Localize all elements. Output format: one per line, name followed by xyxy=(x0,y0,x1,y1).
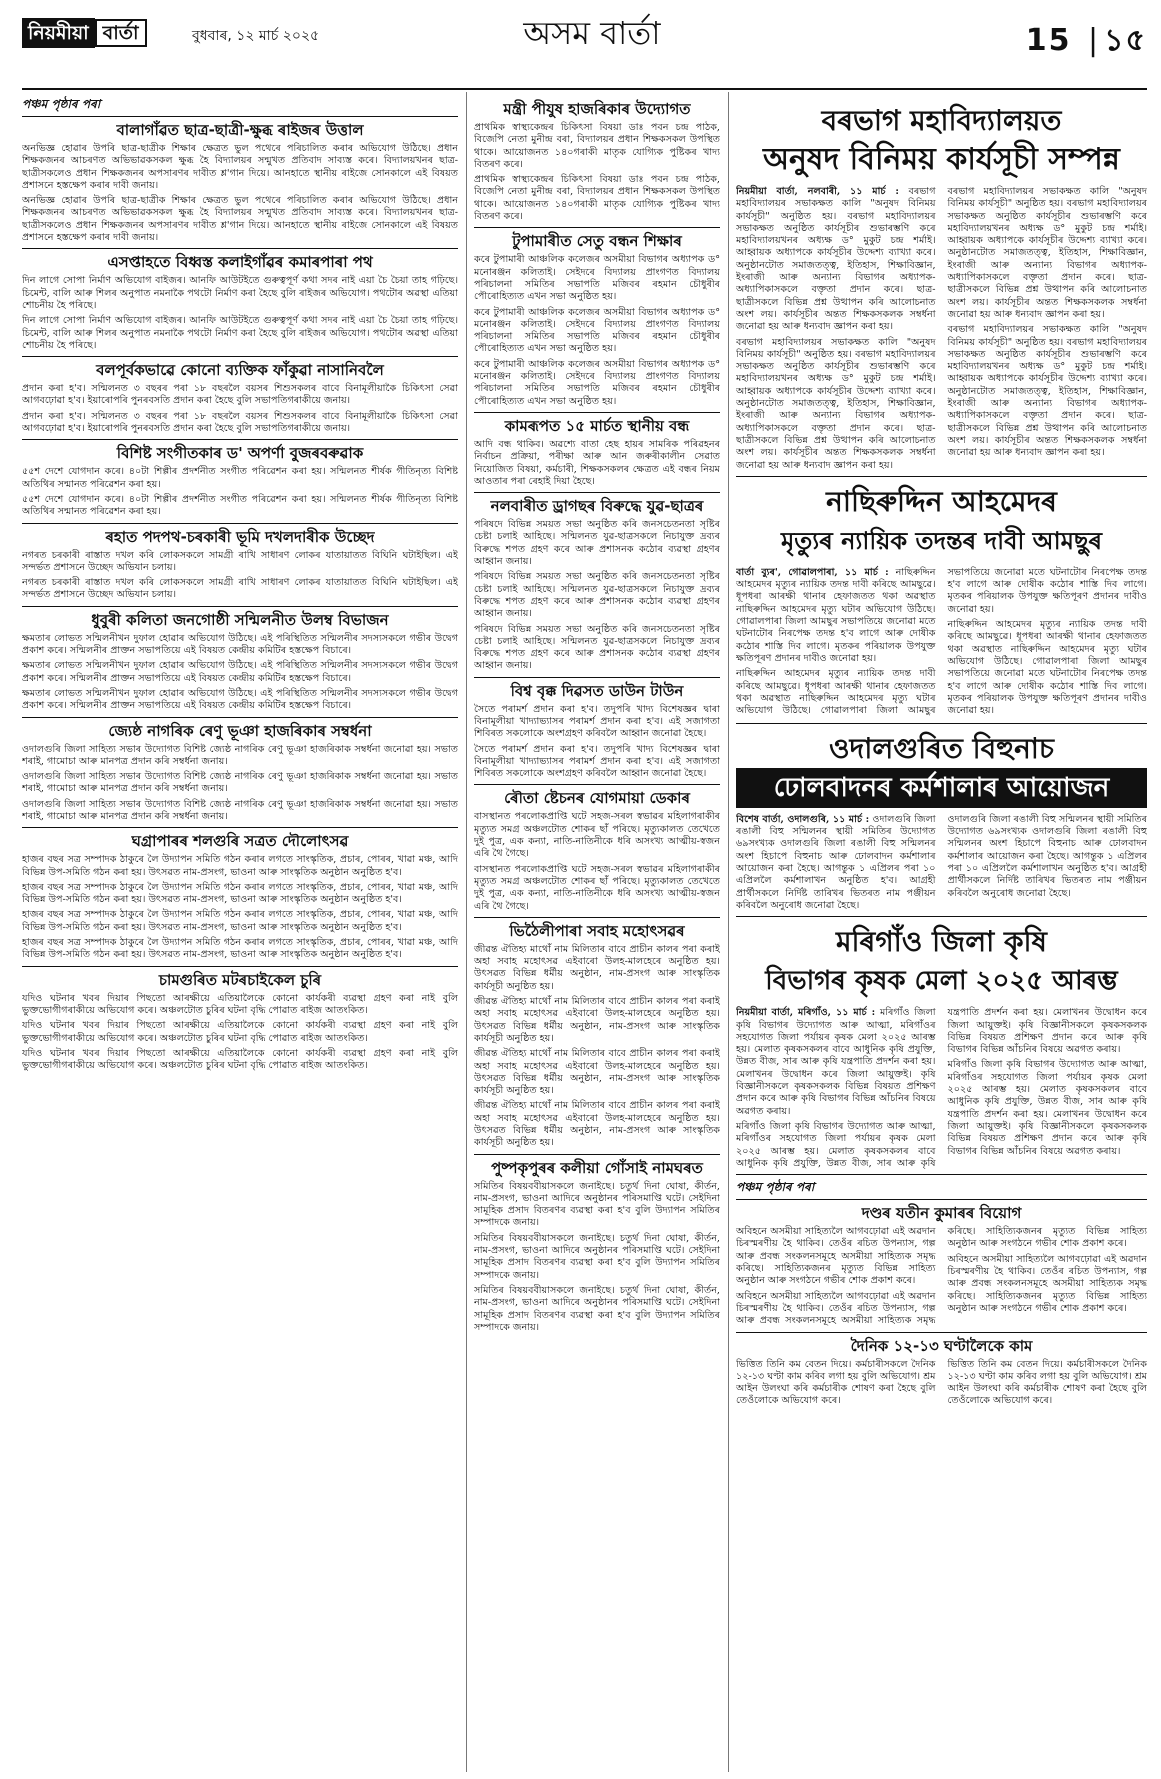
article-body: কৰে টুপামাৰী আঞ্চলিক কলেজৰ অসমীয়া বিভাগৰ অধ্যাপক ড° মনোৰঞ্জন কলিতাই। সেইদৰে বিদ্যালয় প্ৰাংগণত বিদ্যালয় পৰিচালনা সমিতিৰ সভাপতি মজিবৰ ৰহমান চৌধুৰীৰ পৌৰোহিত্যত এখন সভা অনুষ্ঠিত হয়। xyxy=(474,306,720,355)
headline-line-1: নাছিৰুদ্দিন আহমেদৰ xyxy=(826,484,1057,518)
article-body: ওদালগুৰি জিলা সাহিত্য সভাৰ উদ্যোগত বিশিষ্ট জ্যেষ্ঠ নাগৰিক ৰেণু ভূঞা হাজৰিকাক সম্বৰ্ধনা জনোৱা হয়। সভাত শৰাই, গামোচা আৰু মানপত্ৰ প্ৰদান কৰি সম্বৰ্ধনা জনায়। xyxy=(22,743,458,767)
article-body: পৰিষদে বিভিন্ন সময়ত সভা অনুষ্ঠিত কৰি জনসচেতনতা সৃষ্টিৰ চেষ্টা চলাই আহিছে। সন্মিলনত যুৱ-ছাত্ৰসকলে নিচাযুক্ত দ্ৰব্যৰ বিৰুদ্ধে শপত গ্ৰহণ কৰে আৰু প্ৰশাসনক কঠোৰ ব্যৱস্থা গ্ৰহণৰ আহ্বান জনায়। xyxy=(474,623,720,672)
issue-date: বুধবাৰ, ১২ মাৰ্চ ২০২৫ xyxy=(192,28,320,44)
article-body: বাসস্থানত পৰলোকপ্ৰাপ্তি ঘটে সহজ-সৰল স্বভাৱৰ মহিলাগৰাকীৰ মৃত্যুত সমগ্ৰ অঞ্চলটোত শোকৰ ছাঁ পৰিছে। মৃত্যুকালত তেখেতে দুই পুত্ৰ, এক কন্যা, নাতি-নাতিনীকে ধৰি অসংখ্য আত্মীয়-স্বজন এৰি থৈ গৈছে। xyxy=(474,811,720,860)
article-body: পৰিষদে বিভিন্ন সময়ত সভা অনুষ্ঠিত কৰি জনসচেতনতা সৃষ্টিৰ চেষ্টা চলাই আহিছে। সন্মিলনত যুৱ-ছাত্ৰসকলে নিচাযুক্ত দ্ৰব্যৰ বিৰুদ্ধে শপত গ্ৰহণ কৰে আৰু প্ৰশাসনক কঠোৰ ব্যৱস্থা গ্ৰহণৰ আহ্বান জনায়। xyxy=(474,571,720,620)
divider xyxy=(736,1174,1147,1175)
article-text: বৰভাগ মহাবিদ্যালয়ৰ সভাকক্ষত কালি "অনুষদ বিনিময় কাৰ্যসূচী" অনুষ্ঠিত হয়। বৰভাগ মহাবিদ্যালয়ৰ সভাকক্ষত অনুষ্ঠিত কাৰ্যসূচীৰ শুভাৰম্ভণি কৰে মহাবিদ্যালয়খনৰ অধ্যক্ষ ড° মুকুট চন্দ্ৰ শৰ্মাই। আহ্বায়ক অধ্যাপকে কাৰ্যসূচীৰ উদ্দেশ্য ব্যাখ্যা কৰে। অনুষ্ঠানটোত সমাজতত্ত্ব, ইতিহাস, শিক্ষাবিজ্ঞান, ইংৰাজী আৰু অন্যান্য বিভাগৰ অধ্যাপক-অধ্যাপিকাসকলে বক্তৃতা প্ৰদান কৰে। ছাত্ৰ-ছাত্ৰীসকলে বিভিন্ন প্ৰশ্ন উত্থাপন কৰি আলোচনাত অংশ লয়। কাৰ্যসূচীৰ অন্তত শিক্ষকসকলক সম্বৰ্ধনা জনোৱা হয় আৰু ধন্যবাদ জ্ঞাপন কৰা হয়। xyxy=(736,336,936,471)
article-title: নলবাৰীত ড্ৰাগছৰ বিৰুদ্ধে যুৱ-ছাত্ৰৰ xyxy=(490,497,704,516)
article-text: অবিহনে অসমীয়া সাহিত্যলৈ আগবঢ়োৱা এই অৱদান চিৰস্মৰণীয় হৈ থাকিব। তেওঁৰ ৰচিত উপন্যাস, গল্প আৰু প্ৰবন্ধ সংকলনসমূহে অসমীয়া সাহিত্যক সমৃদ্ধ কৰিছে। সাহিত্যিকজনৰ মৃত্যুত বিভিন্ন সাহিত্য অনুষ্ঠান আৰু সংগঠনে গভীৰ শোক প্ৰকাশ কৰে। xyxy=(736,1226,1147,1327)
article-title: দৈনিক ১২-১৩ ঘণ্টালৈকে কাম xyxy=(850,1336,1033,1355)
divider xyxy=(22,717,458,718)
brand-logo xyxy=(22,18,147,48)
headline-line-1: ওদালগুৰিত বিহুনাচ xyxy=(828,731,1055,765)
divider xyxy=(22,248,458,249)
article-text: ওদালগুৰি জিলা ৰঙালী বিহু সন্মিলনৰ স্থায়ী সমিতিৰ উদ্যোগত ৬৯সংখ্যক ওদালগুৰি জিলা ৰঙালী বিহু সন্মিলনৰ অংশ হিচাপে বিহুনাচ আৰু ঢোলবাদন কৰ্মশালাৰ আয়োজন কৰা হৈছে। আগন্তুক ১ এপ্ৰিলৰ পৰা ১০ এপ্ৰিললৈ কৰ্মশালাখন অনুষ্ঠিত হ'ব। আগ্ৰহী প্ৰাৰ্থীসকলে নিৰ্দিষ্ট তাৰিখৰ ভিতৰত নাম পঞ্জীয়ন কৰিবলৈ অনুৰোধ জনোৱা হৈছে। xyxy=(947,813,1147,899)
article-body: ক্ষমতাৰ লোভত সন্মিলনীখন দুফাল হোৱাৰ অভিযোগ উঠিছে। এই পৰিস্থিতিত সন্মিলনীৰ সদস্যসকলে গভীৰ উদ্বেগ প্ৰকাশ কৰে। সন্মিলনীৰ প্ৰাক্তন সভাপতিয়ে এই বিষয়ত কেন্দ্ৰীয় কমিটিৰ হস্তক্ষেপ বিচাৰে। xyxy=(22,687,458,712)
byline: নিয়মীয়া বাৰ্তা, নলবাৰী, ১১ মাৰ্চ : xyxy=(736,186,899,197)
article-text: বৰভাগ মহাবিদ্যালয়ৰ সভাকক্ষত কালি "অনুষদ বিনিময় কাৰ্যসূচী" অনুষ্ঠিত হয়। বৰভাগ মহাবিদ্যালয়ৰ সভাকক্ষত অনুষ্ঠিত কাৰ্যসূচীৰ শুভাৰম্ভণি কৰে মহাবিদ্যালয়খনৰ অধ্যক্ষ ড° মুকুট চন্দ্ৰ শৰ্মাই। আহ্বায়ক অধ্যাপকে কাৰ্যসূচীৰ উদ্দেশ্য ব্যাখ্যা কৰে। অনুষ্ঠানটোত সমাজতত্ত্ব, ইতিহাস, শিক্ষাবিজ্ঞান, ইংৰাজী আৰু অন্যান্য বিভাগৰ অধ্যাপক-অধ্যাপিকাসকলে বক্তৃতা প্ৰদান কৰে। ছাত্ৰ-ছাত্ৰীসকলে বিভিন্ন প্ৰশ্ন উত্থাপন কৰি আলোচনাত অংশ লয়। কাৰ্যসূচীৰ অন্তত শিক্ষকসকলক সম্বৰ্ধনা জনোৱা হয় আৰু ধন্যবাদ জ্ঞাপন কৰা হয়। xyxy=(947,324,1147,459)
article-body: নগৰত চৰকাৰী ৰাস্তাত দখল কৰি লোকসকলে সামগ্ৰী ৰাখি সাধাৰণ লোকৰ যাতায়াতত বিঘিনি ঘটাইছিল। এই সন্দৰ্ভত প্ৰশাসনে উচ্ছেদ অভিযান চলায়। xyxy=(22,577,458,601)
article-title: দণ্ডৰ যতীন কুমাৰৰ বিয়োগ xyxy=(861,1204,1022,1223)
divider xyxy=(22,356,458,357)
divider xyxy=(22,827,458,828)
article-body: আদি বন্ধ থাকিব। অৱশ্যে বাতা হেছ হায়ৰ সামৰিক পৰিৱহনৰ নিৰ্বাচন প্ৰক্ৰিয়া, পৰীক্ষা আৰু আন জৰুৰীকালীন সেৱাত নিয়োজিত বিষয়া, কৰ্মচাৰী, শিক্ষকসকলৰ ক্ষেত্ৰত এই বন্ধৰ নিয়ম আওতাৰ পৰা ৰেহাই দিয়া হৈছে। xyxy=(474,438,720,487)
column-divider xyxy=(466,92,467,1772)
article-body: প্ৰদান কৰা হ'ব। সন্মিলনত ৩ বছৰৰ পৰা ১৮ বছৰলৈ বয়সৰ শিশুসকলৰ বাবে বিনামূলীয়াকৈ চিকিৎসা সেৱা আগবঢ়োৱা হ'ব। ইয়াৰোপৰি পুনৰবসতি প্ৰদান কৰা হৈছে বুলি সভাপতিগৰাকীয়ে জনায়। xyxy=(22,383,458,407)
divider xyxy=(474,677,720,678)
headline xyxy=(736,483,1147,561)
article-title: বলপূৰ্বকভাৱে কোনো ব্যক্তিক ফাঁকুৱা নাসানিবলৈ xyxy=(96,361,384,380)
article-body: জীৱন্ত ঐতিহ্য মাথোঁ নাম মিলিতাৰ বাবে প্ৰাচীন কালৰ পৰা কৰাই অহা সবাহ মহোৎসৱ এইবাৰো উলহ-মালহেৰে অনুষ্ঠিত হয়। উৎসৱত বিভিন্ন ধৰ্মীয় অনুষ্ঠান, নাম-প্ৰসংগ আৰু সাংস্কৃতিক কাৰ্যসূচী অনুষ্ঠিত হয়। xyxy=(474,996,720,1044)
headline xyxy=(736,102,1147,180)
masthead xyxy=(22,8,1147,90)
article-body: সৈতে পৰামৰ্শ প্ৰদান কৰা হ'ব। তদুপৰি খাদ্য বিশেষজ্ঞৰ দ্বাৰা বিনামূলীয়া খাদ্যাভ্যাসৰ পৰামৰ্শ প্ৰদান কৰা হ'ব। এই সজাগতা শিবিৰত সকলোকে অংশগ্ৰহণ কৰিবলৈ আহ্বান জনোৱা হৈছে। xyxy=(474,743,720,780)
byline: বিশেষ বাৰ্তা, ওদালগুৰি, ১১ মাৰ্চ : xyxy=(736,813,870,825)
page-number-en: 15 xyxy=(1025,23,1072,58)
divider xyxy=(474,412,720,413)
column-divider xyxy=(728,92,729,1772)
article-body: সমিতিৰ বিষয়ববীয়াসকলে জনাইছে। চতুৰ্থ দিনা ঘোষা, কীৰ্তন, নাম-প্ৰসংগ, ভাওনা আদিৰে অনুষ্ঠানৰ পৰিসমাপ্তি ঘটে। সেইদিনা সামূহিক প্ৰসাদ বিতৰণৰ ব্যৱস্থা কৰা হ'ব বুলি উদ্যাপন সমিতিৰ সম্পাদকে জনায়। xyxy=(474,1232,720,1281)
divider xyxy=(736,723,1147,724)
divider xyxy=(22,439,458,440)
article-text: ওদালগুৰি জিলা ৰঙালী বিহু সন্মিলনৰ স্থায়ী সমিতিৰ উদ্যোগত ৬৯সংখ্যক ওদালগুৰি জিলা ৰঙালী বিহু সন্মিলনৰ অংশ হিচাপে বিহুনাচ আৰু ঢোলবাদন কৰ্মশালাৰ আয়োজন কৰা হৈছে। আগন্তুক ১ এপ্ৰিলৰ পৰা ১০ এপ্ৰিললৈ কৰ্মশালাখন অনুষ্ঠিত হ'ব। আগ্ৰহী প্ৰাৰ্থীসকলে নিৰ্দিষ্ট তাৰিখৰ ভিতৰত নাম পঞ্জীয়ন কৰিবলৈ অনুৰোধ জনোৱা হৈছে। xyxy=(736,813,936,911)
page-number-as: | ১৫ xyxy=(1084,23,1147,58)
article-body: সৈতে পৰামৰ্শ প্ৰদান কৰা হ'ব। তদুপৰি খাদ্য বিশেষজ্ঞৰ দ্বাৰা বিনামূলীয়া খাদ্যাভ্যাসৰ পৰামৰ্শ প্ৰদান কৰা হ'ব। এই সজাগতা শিবিৰত সকলোকে অংশগ্ৰহণ কৰিবলৈ আহ্বান জনোৱা হৈছে। xyxy=(474,703,720,740)
article-title: বিশিষ্ট সংগীতকাৰ ড' অপৰ্ণা বুজৰবৰুৱাক xyxy=(116,444,364,463)
divider xyxy=(474,1154,720,1155)
right-column xyxy=(736,96,1147,1770)
divider xyxy=(736,476,1147,477)
article-text: মৰিগাঁও জিলা কৃষি বিভাগৰ উদ্যোগত আৰু আত্মা, মৰিগাঁওৰ সহযোগত জিলা পৰ্যায়ৰ কৃষক মেলা ২০২৫ আৰম্ভ হয়। মেলাত কৃষকসকলৰ বাবে আধুনিক কৃষি প্ৰযুক্তি, উন্নত বীজ, সাৰ আৰু কৃষি যন্ত্ৰপাতি প্ৰদৰ্শন কৰা হয়। মেলাখনৰ উদ্বোধন কৰে জিলা আয়ুক্তই। কৃষি বিজ্ঞানীসকলে কৃষকসকলক বিভিন্ন বিষয়ত প্ৰশিক্ষণ প্ৰদান কৰে আৰু কৃষি বিভাগৰ বিভিন্ন আঁচনিৰ বিষয়ে অৱগত কৰায়। xyxy=(947,1059,1147,1157)
article-body: প্ৰদান কৰা হ'ব। সন্মিলনত ৩ বছৰৰ পৰা ১৮ বছৰলৈ বয়সৰ শিশুসকলৰ বাবে বিনামূলীয়াকৈ চিকিৎসা সেৱা আগবঢ়োৱা হ'ব। ইয়াৰোপৰি পুনৰবসতি প্ৰদান কৰা হৈছে বুলি সভাপতিগৰাকীয়ে জনায়। xyxy=(22,410,458,435)
article-title: জ্যেষ্ঠ নাগৰিক ৰেণু ভূঞা হাজৰিকাৰ সম্বৰ্ধনা xyxy=(108,721,372,740)
byline: বাৰ্তা ব্যুৰ', গোৱালপাৰা, ১১ মাৰ্চ : xyxy=(736,566,889,578)
article-text: ভিত্তিত তিনি কম বেতন দিয়ে। কৰ্মচাৰীসকলে দৈনিক ১২-১৩ ঘণ্টা কাম কৰিব লগা হয় বুলি অভিযোগ। শ্ৰম আইন উলংঘা কৰি কৰ্মচাৰীক শোষণ কৰা হৈছে বুলি তেওঁলোকে অভিযোগ কৰে। xyxy=(947,1358,1147,1407)
article-body: অনভিজ্ঞ হোৱাৰ উপৰি ছাত্ৰ-ছাত্ৰীক শিক্ষাৰ ক্ষেত্ৰত ভুল পথেৰে পৰিচালিত কৰাৰ অভিযোগ উঠিছে। প্ৰধান শিক্ষকজনৰ আচৰণত অভিভাৱকসকল ক্ষুব্ধ হৈ বিদ্যালয়ৰ সন্মুখত প্ৰতিবাদ সাব্যস্ত কৰে। বিদ্যালয়খনৰ ছাত্ৰ-ছাত্ৰীসকলেও প্ৰধান শিক্ষকজনৰ অপসাৰণৰ দাবীত শ্ল'গান দিয়ে। আনহাতে স্থানীয় ৰাইজে সোনকালে এই বিষয়ত প্ৰশাসনে হস্তক্ষেপ কৰাৰ দাবী জনায়। xyxy=(22,195,458,244)
article-title: টুপামাৰীত সেতু বন্ধন শিক্ষাৰ xyxy=(512,232,682,251)
article-text: ভিত্তিত তিনি কম বেতন দিয়ে। কৰ্মচাৰীসকলে দৈনিক ১২-১৩ ঘণ্টা কাম কৰিব লগা হয় বুলি অভিযোগ। শ্ৰম আইন উলংঘা কৰি কৰ্মচাৰীক শোষণ কৰা হৈছে বুলি তেওঁলোকে অভিযোগ কৰে। xyxy=(736,1358,936,1407)
article-title: এসপ্তাহতে বিধ্বস্ত কলাইগাঁৱৰ কমাৰপাৰা পথ xyxy=(107,253,373,272)
article-body: যদিও ঘটনাৰ খবৰ দিয়াৰ পিছতো আৰক্ষীয়ে এতিয়ালৈকে কোনো কাৰ্যকৰী ব্যৱস্থা গ্ৰহণ কৰা নাই বুলি ভুক্তভোগীগৰাকীয়ে অভিযোগ কৰে। অঞ্চলটোত চুৰিৰ ঘটনা বৃদ্ধি পোৱাত ৰাইজ আতংকিত। xyxy=(22,1020,458,1044)
article-body: ক্ষমতাৰ লোভত সন্মিলনীখন দুফাল হোৱাৰ অভিযোগ উঠিছে। এই পৰিস্থিতিত সন্মিলনীৰ সদস্যসকলে গভীৰ উদ্বেগ প্ৰকাশ কৰে। সন্মিলনীৰ প্ৰাক্তন সভাপতিয়ে এই বিষয়ত কেন্দ্ৰীয় কমিটিৰ হস্তক্ষেপ বিচাৰে। xyxy=(22,632,458,657)
article-body: অনভিজ্ঞ হোৱাৰ উপৰি ছাত্ৰ-ছাত্ৰীক শিক্ষাৰ ক্ষেত্ৰত ভুল পথেৰে পৰিচালিত কৰাৰ অভিযোগ উঠিছে। প্ৰধান শিক্ষকজনৰ আচৰণত অভিভাৱকসকল ক্ষুব্ধ হৈ বিদ্যালয়ৰ সন্মুখত প্ৰতিবাদ সাব্যস্ত কৰে। বিদ্যালয়খনৰ ছাত্ৰ-ছাত্ৰীসকলেও প্ৰধান শিক্ষকজনৰ অপসাৰণৰ দাবীত শ্ল'গান দিয়ে। আনহাতে স্থানীয় ৰাইজে সোনকালে এই বিষয়ত প্ৰশাসনে হস্তক্ষেপ কৰাৰ দাবী জনায়। xyxy=(22,143,458,191)
page-number xyxy=(1026,16,1147,67)
article-body: ৫৫শ দেশে যোগদান কৰে। ৪০টা শিল্পীৰ প্ৰদৰ্শনীত সংগীত পৰিৱেশন কৰা হয়। সন্মিলনত শীৰ্ষক গীতিনৃত্য বিশিষ্ট অতিথিৰ সন্মানত পৰিৱেশন কৰা হয়। xyxy=(22,466,458,490)
headline-line-1: বৰভাগ মহাবিদ্যালয়ত xyxy=(821,104,1062,137)
article-text: বৰভাগ মহাবিদ্যালয়ৰ সভাকক্ষত কালি "অনুষদ বিনিময় কাৰ্যসূচী" অনুষ্ঠিত হয়। বৰভাগ মহাবিদ্যালয়ৰ সভাকক্ষত অনুষ্ঠিত কাৰ্যসূচীৰ শুভাৰম্ভণি কৰে মহাবিদ্যালয়খনৰ অধ্যক্ষ ড° মুকুট চন্দ্ৰ শৰ্মাই। আহ্বায়ক অধ্যাপকে কাৰ্যসূচীৰ উদ্দেশ্য ব্যাখ্যা কৰে। অনুষ্ঠানটোত সমাজতত্ত্ব, ইতিহাস, শিক্ষাবিজ্ঞান, ইংৰাজী আৰু অন্যান্য বিভাগৰ অধ্যাপক-অধ্যাপিকাসকলে বক্তৃতা প্ৰদান কৰে। ছাত্ৰ-ছাত্ৰীসকলে বিভিন্ন প্ৰশ্ন উত্থাপন কৰি আলোচনাত অংশ লয়। কাৰ্যসূচীৰ অন্তত শিক্ষকসকলক সম্বৰ্ধনা জনোৱা হয় আৰু ধন্যবাদ জ্ঞাপন কৰা হয়। xyxy=(736,186,936,333)
article-title: ৰহাত পদপথ-চৰকাৰী ভূমি দখলদাৰীক উচ্ছেদ xyxy=(105,527,375,546)
article-title: ভিঠৈলীপাৰা সবাহ মহোৎসৱৰ xyxy=(509,921,685,940)
article-body: ৫৫শ দেশে যোগদান কৰে। ৪০টা শিল্পীৰ প্ৰদৰ্শনীত সংগীত পৰিৱেশন কৰা হয়। সন্মিলনত শীৰ্ষক গীতিনৃত্য বিশিষ্ট অতিথিৰ সন্মানত পৰিৱেশন কৰা হয়। xyxy=(22,493,458,518)
article-text: মৰিগাঁও জিলা কৃষি বিভাগৰ উদ্যোগত আৰু আত্মা, মৰিগাঁওৰ সহযোগত জিলা পৰ্যায়ৰ কৃষক মেলা ২০২৫ আৰম্ভ হয়। মেলাত কৃষকসকলৰ বাবে আধুনিক কৃষি প্ৰযুক্তি, উন্নত বীজ, সাৰ আৰু কৃষি যন্ত্ৰপাতি প্ৰদৰ্শন কৰা হয়। মেলাখনৰ উদ্বোধন কৰে জিলা আয়ুক্তই। কৃষি বিজ্ঞানীসকলে কৃষকসকলক বিভিন্ন বিষয়ত প্ৰশিক্ষণ প্ৰদান কৰে আৰু কৃষি বিভাগৰ বিভিন্ন আঁচনিৰ বিষয়ে অৱগত কৰায়। xyxy=(736,1007,1147,1169)
article-body: কৰে টুপামাৰী আঞ্চলিক কলেজৰ অসমীয়া বিভাগৰ অধ্যাপক ড° মনোৰঞ্জন কলিতাই। সেইদৰে বিদ্যালয় প্ৰাংগণত বিদ্যালয় পৰিচালনা সমিতিৰ সভাপতি মজিবৰ ৰহমান চৌধুৰীৰ পৌৰোহিত্যত এখন সভা অনুষ্ঠিত হয়। xyxy=(474,358,720,407)
article-body xyxy=(736,1007,1147,1170)
headline-line-2: বিভাগৰ কৃষক মেলা ২০২৫ আৰম্ভ xyxy=(765,966,1118,997)
article-body: ওদালগুৰি জিলা সাহিত্য সভাৰ উদ্যোগত বিশিষ্ট জ্যেষ্ঠ নাগৰিক ৰেণু ভূঞা হাজৰিকাক সম্বৰ্ধনা জনোৱা হয়। সভাত শৰাই, গামোচা আৰু মানপত্ৰ প্ৰদান কৰি সম্বৰ্ধনা জনায়। xyxy=(22,771,458,795)
article-body: যদিও ঘটনাৰ খবৰ দিয়াৰ পিছতো আৰক্ষীয়ে এতিয়ালৈকে কোনো কাৰ্যকৰী ব্যৱস্থা গ্ৰহণ কৰা নাই বুলি ভুক্তভোগীগৰাকীয়ে অভিযোগ কৰে। অঞ্চলটোত চুৰিৰ ঘটনা বৃদ্ধি পোৱাত ৰাইজ আতংকিত। xyxy=(22,992,458,1016)
article-text: অবিহনে অসমীয়া সাহিত্যলৈ আগবঢ়োৱা এই অৱদান চিৰস্মৰণীয় হৈ থাকিব। তেওঁৰ ৰচিত উপন্যাস, গল্প আৰু প্ৰবন্ধ সংকলনসমূহে অসমীয়া সাহিত্যক সমৃদ্ধ কৰিছে। সাহিত্যিকজনৰ মৃত্যুত বিভিন্ন সাহিত্য অনুষ্ঠান আৰু সংগঠনে গভীৰ শোক প্ৰকাশ কৰে। xyxy=(947,1253,1147,1314)
divider xyxy=(22,523,458,524)
article-body: জীৱন্ত ঐতিহ্য মাথোঁ নাম মিলিতাৰ বাবে প্ৰাচীন কালৰ পৰা কৰাই অহা সবাহ মহোৎসৱ এইবাৰো উলহ-মালহেৰে অনুষ্ঠিত হয়। উৎসৱত বিভিন্ন ধৰ্মীয় অনুষ্ঠান, নাম-প্ৰসংগ আৰু সাংস্কৃতিক কাৰ্যসূচী অনুষ্ঠিত হয়। xyxy=(474,1100,720,1149)
article-body: পৰিষদে বিভিন্ন সময়ত সভা অনুষ্ঠিত কৰি জনসচেতনতা সৃষ্টিৰ চেষ্টা চলাই আহিছে। সন্মিলনত যুৱ-ছাত্ৰসকলে নিচাযুক্ত দ্ৰব্যৰ বিৰুদ্ধে শপত গ্ৰহণ কৰে আৰু প্ৰশাসনক কঠোৰ ব্যৱস্থা গ্ৰহণৰ আহ্বান জনায়। xyxy=(474,519,720,568)
middle-column xyxy=(474,96,720,1770)
section-title: অসম বাৰ্তা xyxy=(523,14,661,52)
divider xyxy=(22,966,458,967)
article-body: হাজৰ বছৰ সত্ৰ সম্পাদক ঠাকুৰে লৈ উদ্যাপন সমিতি গঠন কৰাৰ লগতে সাংস্কৃতিক, প্ৰচাৰ, পোৰৰ, খাৱা মঞ্চ, আদি বিভিন্ন উপ-সমিতি গঠন কৰা হয়। উৎসৱত নাম-প্ৰসংগ, ভাওনা আৰু সাংস্কৃতিক অনুষ্ঠান অনুষ্ঠিত হ'ব। xyxy=(22,881,458,906)
divider xyxy=(22,606,458,607)
divider xyxy=(474,917,720,918)
article-body xyxy=(736,1226,1147,1327)
article-body xyxy=(736,186,1147,472)
article-body: জীৱন্ত ঐতিহ্য মাথোঁ নাম মিলিতাৰ বাবে প্ৰাচীন কালৰ পৰা কৰাই অহা সবাহ মহোৎসৱ এইবাৰো উলহ-মালহেৰে অনুষ্ঠিত হয়। উৎসৱত বিভিন্ন ধৰ্মীয় অনুষ্ঠান, নাম-প্ৰসংগ আৰু সাংস্কৃতিক কাৰ্যসূচী অনুষ্ঠিত হয়। xyxy=(474,943,720,992)
divider xyxy=(736,1332,1147,1333)
article-title: চামগুৰিত মটৰচাইকেল চুৰি xyxy=(158,970,322,989)
article-body xyxy=(736,567,1147,719)
article-text: নাছিৰুদ্দিন আহমেদৰ মৃত্যুৰ ন্যায়িক তদন্ত দাবী কৰিছে আমছুৱে। ধূপধৰা আৰক্ষী থানাৰ হেফাজতত থকা অৱস্থাত নাছিৰুদ্দিন আহমেদৰ মৃত্যু ঘটাৰ অভিযোগ উঠিছে। গোৱালপাৰা জিলা আমছুৰ সভাপতিয়ে জনোৱা মতে ঘটনাটোৰ নিৰপেক্ষ তদন্ত হ'ব লাগে আৰু দোষীক কঠোৰ শাস্তি দিব লাগে। মৃতকৰ পৰিয়ালক উপযুক্ত ক্ষতিপূৰণ প্ৰদানৰ দাবীও জনোৱা হয়। xyxy=(736,566,936,664)
divider xyxy=(474,227,720,228)
article-body: সমিতিৰ বিষয়ববীয়াসকলে জনাইছে। চতুৰ্থ দিনা ঘোষা, কীৰ্তন, নাম-প্ৰসংগ, ভাওনা আদিৰে অনুষ্ঠানৰ পৰিসমাপ্তি ঘটে। সেইদিনা সামূহিক প্ৰসাদ বিতৰণৰ ব্যৱস্থা কৰা হ'ব বুলি উদ্যাপন সমিতিৰ সম্পাদকে জনায়। xyxy=(474,1284,720,1333)
byline: নিয়মীয়া বাৰ্তা, মৰিগাঁও, ১১ মাৰ্চ : xyxy=(736,1007,876,1019)
article-title: ঘগ্ৰাপাৰৰ শলগুৰি সত্ৰত দৌলোৎসৱ xyxy=(131,832,349,851)
article-title: ধুবুৰী কলিতা জনগোষ্ঠী সন্মিলনীত উলম্ব বিভাজন xyxy=(91,610,389,629)
article-body: কৰে টুপামাৰী আঞ্চলিক কলেজৰ অসমীয়া বিভাগৰ অধ্যাপক ড° মনোৰঞ্জন কলিতাই। সেইদৰে বিদ্যালয় প্ৰাংগণত বিদ্যালয় পৰিচালনা সমিতিৰ সভাপতি মজিবৰ ৰহমান চৌধুৰীৰ পৌৰোহিত্যত এখন সভা অনুষ্ঠিত হয়। xyxy=(474,254,720,303)
article-body xyxy=(736,1359,1147,1411)
article-body: দিন লাগে সোপা নিৰ্মাণ অভিযোগ বাইজৰ। আনফি আউটইতে গুৰুত্বপূৰ্ণ কথা সদৰ নাই এয়া চৈ চৈয়া তাহ গঢ়িছে। চিমেন্ট, বালি আৰু শিলৰ অনুপাত নমনাকৈ পথটো নিৰ্মাণ কৰা হৈছে বুলি ৰাইজৰ অভিযোগ। পথটোৰ অৱস্থা এতিয়া শোচনীয় হৈ পৰিছে। xyxy=(22,315,458,351)
article-title: কামৰূপত ১৫ মাৰ্চত স্থানীয় বন্ধ xyxy=(504,416,690,435)
article-body: প্ৰাথমিক স্বাস্থ্যকেন্দ্ৰৰ চিকিৎসা বিষয়া ডাঃ পবন চন্দ্ৰ পাঠক, বিজেপি নেতা মুনীন্দ্ৰ বৰা, বিদ্যালয়ৰ প্ৰধান শিক্ষকসকল উপস্থিত থাকে। আয়োজনত ১৪০গৰাকী মাতৃক যোগ্যিক পুষ্টিকৰ খাদ্য বিতৰণ কৰে। xyxy=(474,122,720,170)
article-body: হাজৰ বছৰ সত্ৰ সম্পাদক ঠাকুৰে লৈ উদ্যাপন সমিতি গঠন কৰাৰ লগতে সাংস্কৃতিক, প্ৰচাৰ, পোৰৰ, খাৱা মঞ্চ, আদি বিভিন্ন উপ-সমিতি গঠন কৰা হয়। উৎসৱত নাম-প্ৰসংগ, ভাওনা আৰু সাংস্কৃতিক অনুষ্ঠান অনুষ্ঠিত হ'ব। xyxy=(22,909,458,933)
article-text: নাছিৰুদ্দিন আহমেদৰ মৃত্যুৰ ন্যায়িক তদন্ত দাবী কৰিছে আমছুৱে। ধূপধৰা আৰক্ষী থানাৰ হেফাজতত থকা অৱস্থাত নাছিৰুদ্দিন আহমেদৰ মৃত্যু ঘটাৰ অভিযোগ উঠিছে। গোৱালপাৰা জিলা আমছুৰ সভাপতিয়ে জনোৱা মতে ঘটনাটোৰ নিৰপেক্ষ তদন্ত হ'ব লাগে আৰু দোষীক কঠোৰ শাস্তি দিব লাগে। মৃতকৰ পৰিয়ালক উপযুক্ত ক্ষতিপূৰণ প্ৰদানৰ দাবীও জনোৱা হয়। xyxy=(736,566,1147,717)
article-body: ওদালগুৰি জিলা সাহিত্য সভাৰ উদ্যোগত বিশিষ্ট জ্যেষ্ঠ নাগৰিক ৰেণু ভূঞা হাজৰিকাক সম্বৰ্ধনা জনোৱা হয়। সভাত শৰাই, গামোচা আৰু মানপত্ৰ প্ৰদান কৰি সম্বৰ্ধনা জনায়। xyxy=(22,798,458,822)
article-body: হাজৰ বছৰ সত্ৰ সম্পাদক ঠাকুৰে লৈ উদ্যাপন সমিতি গঠন কৰাৰ লগতে সাংস্কৃতিক, প্ৰচাৰ, পোৰৰ, খাৱা মঞ্চ, আদি বিভিন্ন উপ-সমিতি গঠন কৰা হয়। উৎসৱত নাম-প্ৰসংগ, ভাওনা আৰু সাংস্কৃতিক অনুষ্ঠান অনুষ্ঠিত হ'ব। xyxy=(22,937,458,961)
headline xyxy=(736,923,1147,1001)
article-body: দিন লাগে সোপা নিৰ্মাণ অভিযোগ বাইজৰ। আনফি আউটইতে গুৰুত্বপূৰ্ণ কথা সদৰ নাই এয়া চৈ চৈয়া তাহ গঢ়িছে। চিমেন্ট, বালি আৰু শিলৰ অনুপাত নমনাকৈ পথটো নিৰ্মাণ কৰা হৈছে বুলি ৰাইজৰ অভিযোগ। পথটোৰ অৱস্থা এতিয়া শোচনীয় হৈ পৰিছে। xyxy=(22,275,458,311)
article-title: মন্ত্ৰী পীযুষ হাজৰিকাৰ উদ্যোগত xyxy=(503,100,691,118)
continued-label: পঞ্চম পৃষ্ঠাৰ পৰা xyxy=(22,96,458,117)
article-body xyxy=(736,814,1147,912)
continued-label: পঞ্চম পৃষ্ঠাৰ পৰা xyxy=(736,1179,1147,1200)
article-body: জীৱন্ত ঐতিহ্য মাথোঁ নাম মিলিতাৰ বাবে প্ৰাচীন কালৰ পৰা কৰাই অহা সবাহ মহোৎসৱ এইবাৰো উলহ-মালহেৰে অনুষ্ঠিত হয়। উৎসৱত বিভিন্ন ধৰ্মীয় অনুষ্ঠান, নাম-প্ৰসংগ আৰু সাংস্কৃতিক কাৰ্যসূচী অনুষ্ঠিত হয়। xyxy=(474,1048,720,1097)
headline-line-1: মৰিগাঁও জিলা কৃষি xyxy=(836,925,1047,959)
article-title: বিশ্ব বৃক্ক দিৱসত ডাউন টাউন xyxy=(510,681,684,700)
article-text: বৰভাগ মহাবিদ্যালয়ৰ সভাকক্ষত কালি "অনুষদ বিনিময় কাৰ্যসূচী" অনুষ্ঠিত হয়। বৰভাগ মহাবিদ্যালয়ৰ সভাকক্ষত অনুষ্ঠিত কাৰ্যসূচীৰ শুভাৰম্ভণি কৰে মহাবিদ্যালয়খনৰ অধ্যক্ষ ড° মুকুট চন্দ্ৰ শৰ্মাই। আহ্বায়ক অধ্যাপকে কাৰ্যসূচীৰ উদ্দেশ্য ব্যাখ্যা কৰে। অনুষ্ঠানটোত সমাজতত্ত্ব, ইতিহাস, শিক্ষাবিজ্ঞান, ইংৰাজী আৰু অন্যান্য বিভাগৰ অধ্যাপক-অধ্যাপিকাসকলে বক্তৃতা প্ৰদান কৰে। ছাত্ৰ-ছাত্ৰীসকলে বিভিন্ন প্ৰশ্ন উত্থাপন কৰি আলোচনাত অংশ লয়। কাৰ্যসূচীৰ অন্তত শিক্ষকসকলক সম্বৰ্ধনা জনোৱা হয় আৰু ধন্যবাদ জ্ঞাপন কৰা হয়। xyxy=(947,186,1147,320)
article-text: মৰিগাঁও জিলা কৃষি বিভাগৰ উদ্যোগত আৰু আত্মা, মৰিগাঁওৰ সহযোগত জিলা পৰ্যায়ৰ কৃষক মেলা ২০২৫ আৰম্ভ হয়। মেলাত কৃষকসকলৰ বাবে আধুনিক কৃষি প্ৰযুক্তি, উন্নত বীজ, সাৰ আৰু কৃষি যন্ত্ৰপাতি প্ৰদৰ্শন কৰা হয়। মেলাখনৰ উদ্বোধন কৰে জিলা আয়ুক্তই। কৃষি বিজ্ঞানীসকলে কৃষকসকলক বিভিন্ন বিষয়ত প্ৰশিক্ষণ প্ৰদান কৰে আৰু কৃষি বিভাগৰ বিভিন্ন আঁচনিৰ বিষয়ে অৱগত কৰায়। xyxy=(736,1007,936,1117)
article-body: সমিতিৰ বিষয়ববীয়াসকলে জনাইছে। চতুৰ্থ দিনা ঘোষা, কীৰ্তন, নাম-প্ৰসংগ, ভাওনা আদিৰে অনুষ্ঠানৰ পৰিসমাপ্তি ঘটে। সেইদিনা সামূহিক প্ৰসাদ বিতৰণৰ ব্যৱস্থা কৰা হ'ব বুলি উদ্যাপন সমিতিৰ সম্পাদকে জনায়। xyxy=(474,1180,720,1229)
article-title: পুষ্পকৃপুৰৰ কলীয়া গোঁসাই নামঘৰত xyxy=(491,1158,703,1177)
headline-line-2: অনুষদ বিনিময় কাৰ্যসূচী সম্পন্ন xyxy=(763,142,1120,177)
divider xyxy=(474,784,720,785)
article-title: ৰৌতা ষ্টেচনৰ যোগমায়া ডেকাৰ xyxy=(504,789,690,808)
article-body: নগৰত চৰকাৰী ৰাস্তাত দখল কৰি লোকসকলে সামগ্ৰী ৰাখি সাধাৰণ লোকৰ যাতায়াতত বিঘিনি ঘটাইছিল। এই সন্দৰ্ভত প্ৰশাসনে উচ্ছেদ অভিযান চলায়। xyxy=(22,549,458,573)
headline xyxy=(736,730,1147,808)
article-body: প্ৰাথমিক স্বাস্থ্যকেন্দ্ৰৰ চিকিৎসা বিষয়া ডাঃ পবন চন্দ্ৰ পাঠক, বিজেপি নেতা মুনীন্দ্ৰ বৰা, বিদ্যালয়ৰ প্ৰধান শিক্ষকসকল উপস্থিত থাকে। আয়োজনত ১৪০গৰাকী মাতৃক যোগ্যিক পুষ্টিকৰ খাদ্য বিতৰণ কৰে। xyxy=(474,174,720,223)
headline-line-2: মৃত্যুৰ ন্যায়িক তদন্তৰ দাবী আমছুৰ xyxy=(780,526,1103,555)
article-text: অবিহনে অসমীয়া সাহিত্যলৈ আগবঢ়োৱা এই অৱদান চিৰস্মৰণীয় হৈ থাকিব। তেওঁৰ ৰচিত উপন্যাস, গল্প আৰু প্ৰবন্ধ সংকলনসমূহে অসমীয়া সাহিত্যক সমৃদ্ধ কৰিছে। সাহিত্যিকজনৰ মৃত্যুত বিভিন্ন সাহিত্য অনুষ্ঠান আৰু সংগঠনে গভীৰ শোক প্ৰকাশ কৰে। xyxy=(736,1226,936,1287)
article-body: ক্ষমতাৰ লোভত সন্মিলনীখন দুফাল হোৱাৰ অভিযোগ উঠিছে। এই পৰিস্থিতিত সন্মিলনীৰ সদস্যসকলে গভীৰ উদ্বেগ প্ৰকাশ কৰে। সন্মিলনীৰ প্ৰাক্তন সভাপতিয়ে এই বিষয়ত কেন্দ্ৰীয় কমিটিৰ হস্তক্ষেপ বিচাৰে। xyxy=(22,660,458,684)
divider xyxy=(736,916,1147,917)
brand-right: বাৰ্তা xyxy=(95,19,147,47)
article-body: হাজৰ বছৰ সত্ৰ সম্পাদক ঠাকুৰে লৈ উদ্যাপন সমিতি গঠন কৰাৰ লগতে সাংস্কৃতিক, প্ৰচাৰ, পোৰৰ, খাৱা মঞ্চ, আদি বিভিন্ন উপ-সমিতি গঠন কৰা হয়। উৎসৱত নাম-প্ৰসংগ, ভাওনা আৰু সাংস্কৃতিক অনুষ্ঠান অনুষ্ঠিত হ'ব। xyxy=(22,854,458,878)
brand-left: নিয়মীয়া xyxy=(22,18,95,48)
article-body: বাসস্থানত পৰলোকপ্ৰাপ্তি ঘটে সহজ-সৰল স্বভাৱৰ মহিলাগৰাকীৰ মৃত্যুত সমগ্ৰ অঞ্চলটোত শোকৰ ছাঁ পৰিছে। মৃত্যুকালত তেখেতে দুই পুত্ৰ, এক কন্যা, নাতি-নাতিনীকে ধৰি অসংখ্য আত্মীয়-স্বজন এৰি থৈ গৈছে। xyxy=(474,863,720,912)
divider xyxy=(474,492,720,493)
left-column xyxy=(22,96,458,1770)
article-text: নাছিৰুদ্দিন আহমেদৰ মৃত্যুৰ ন্যায়িক তদন্ত দাবী কৰিছে আমছুৱে। ধূপধৰা আৰক্ষী থানাৰ হেফাজতত থকা অৱস্থাত নাছিৰুদ্দিন আহমেদৰ মৃত্যু ঘটাৰ অভিযোগ উঠিছে। গোৱালপাৰা জিলা আমছুৰ সভাপতিয়ে জনোৱা মতে ঘটনাটোৰ নিৰপেক্ষ তদন্ত হ'ব লাগে আৰু দোষীক কঠোৰ শাস্তি দিব লাগে। মৃতকৰ পৰিয়ালক উপযুক্ত ক্ষতিপূৰণ প্ৰদানৰ দাবীও জনোৱা হয়। xyxy=(947,619,1147,717)
article-body: যদিও ঘটনাৰ খবৰ দিয়াৰ পিছতো আৰক্ষীয়ে এতিয়ালৈকে কোনো কাৰ্যকৰী ব্যৱস্থা গ্ৰহণ কৰা নাই বুলি ভুক্তভোগীগৰাকীয়ে অভিযোগ কৰে। অঞ্চলটোত চুৰিৰ ঘটনা বৃদ্ধি পোৱাত ৰাইজ আতংকিত। xyxy=(22,1047,458,1072)
article-title: বালাগাঁৱত ছাত্ৰ-ছাত্ৰী-ক্ষুব্ধ ৰাইজৰ উত্তাল xyxy=(116,121,364,139)
headline-line-2: ঢোলবাদনৰ কৰ্মশালাৰ আয়োজন xyxy=(736,768,1147,808)
